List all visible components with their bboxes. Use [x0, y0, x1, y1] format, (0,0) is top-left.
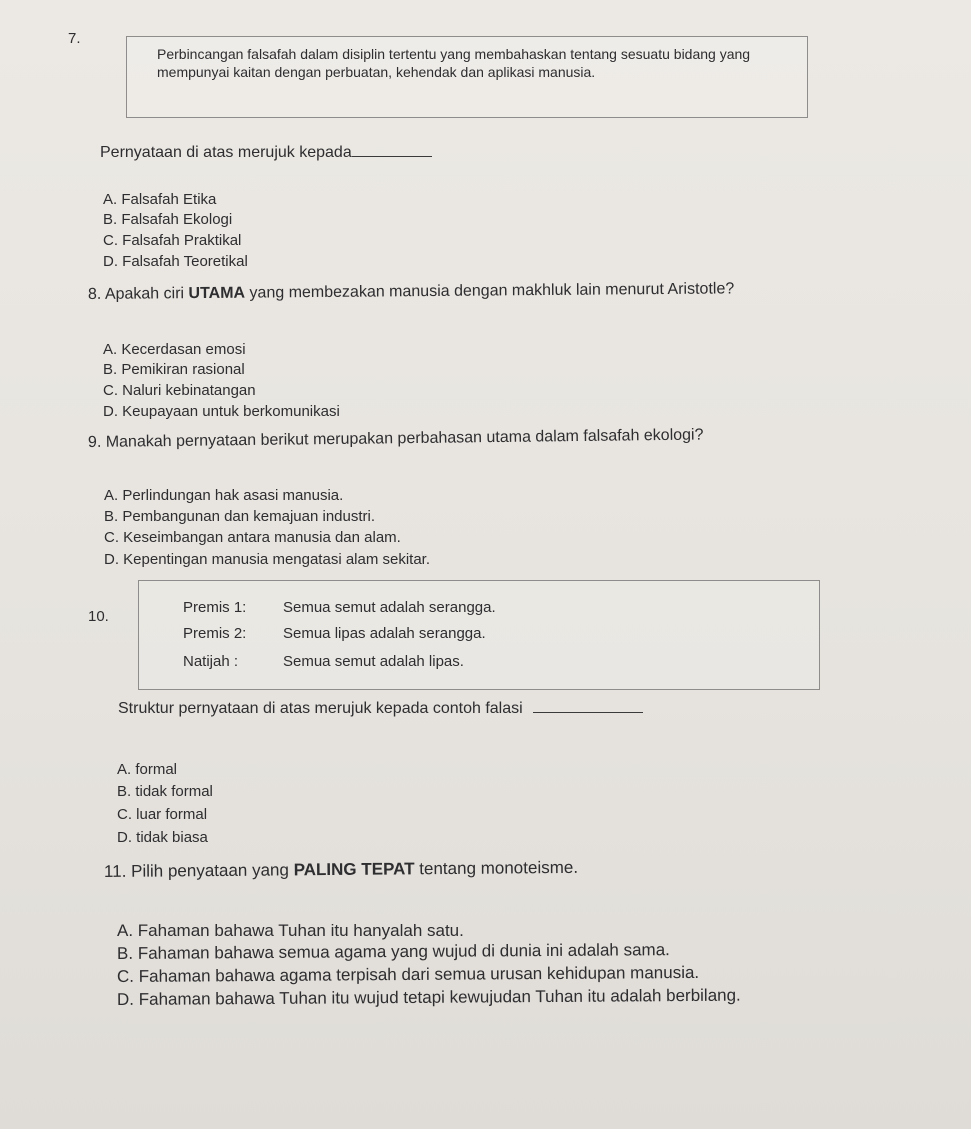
q8-option-b[interactable]: B. Pemikiran rasional	[103, 361, 245, 378]
q10-option-c[interactable]: C. luar formal	[117, 806, 208, 823]
q9-option-a[interactable]: A. Perlindungan hak asasi manusia.	[104, 487, 344, 504]
q9-stem: 9. Manakah pernyataan berikut merupakan perbahasan utama dalam falsafah ekologi?	[87, 426, 704, 451]
q11-option-d[interactable]: D. Fahaman bahawa Tuhan itu wujud tetapi kewujudan Tuhan itu adalah berbilang.	[116, 985, 741, 1009]
q10-number: 10.	[88, 608, 109, 625]
q10-option-d[interactable]: D. tidak biasa	[117, 829, 208, 846]
q7-option-d[interactable]: D. Falsafah Teoretikal	[103, 253, 248, 270]
q7-passage-box	[126, 36, 808, 118]
q10-conclusion-label: Natijah :	[183, 653, 239, 670]
q8-option-d[interactable]: D. Keupayaan untuk berkomunikasi	[103, 403, 340, 420]
q10-argument-box	[138, 580, 820, 690]
q10-premise-2-label: Premis 2:	[183, 625, 247, 642]
q8-stem-emphasis: UTAMA	[188, 284, 246, 303]
q10-premise-1	[183, 599, 496, 616]
q7-answer-blank	[352, 156, 432, 157]
q10-premise-1-text: Semua semut adalah serangga.	[283, 599, 496, 616]
q11-option-c[interactable]: C. Fahaman bahawa agama terpisah dari semua urusan kehidupan manusia.	[116, 962, 700, 986]
q11-stem-post: tentang monoteisme.	[414, 857, 579, 879]
q11-option-a[interactable]: A. Fahaman bahawa Tuhan itu hanyalah satu.	[117, 921, 464, 940]
q9-option-c[interactable]: C. Keseimbangan antara manusia dan alam.	[104, 529, 401, 546]
q11-stem	[104, 858, 578, 882]
q8-option-c[interactable]: C. Naluri kebinatangan	[103, 382, 256, 399]
q10-option-a[interactable]: A. formal	[117, 761, 178, 778]
q10-answer-blank	[533, 712, 643, 713]
q10-stem	[118, 700, 643, 718]
q7-option-c[interactable]: C. Falsafah Praktikal	[103, 232, 242, 249]
q11-stem-emphasis: PALING TEPAT	[293, 859, 415, 880]
q10-conclusion-text: Semua semut adalah lipas.	[283, 653, 464, 670]
q10-option-b[interactable]: B. tidak formal	[117, 783, 213, 800]
q10-premise-2	[183, 625, 486, 642]
q8-option-a[interactable]: A. Kecerdasan emosi	[103, 341, 246, 358]
q11-option-b[interactable]: B. Fahaman bahawa semua agama yang wujud di dunia ini adalah sama.	[116, 940, 670, 963]
q7-stem-text: Pernyataan di atas merujuk kepada	[100, 144, 352, 161]
q10-conclusion	[183, 653, 464, 670]
q10-premise-1-label: Premis 1:	[183, 599, 247, 616]
q10-stem-text: Struktur pernyataan di atas merujuk kepada contoh falasi	[118, 700, 523, 717]
q7-stem	[100, 144, 432, 162]
q8-stem	[88, 280, 734, 304]
q9-option-d[interactable]: D. Kepentingan manusia mengatasi alam sekitar.	[104, 551, 431, 568]
q11-stem-pre: 11. Pilih penyataan yang	[103, 860, 294, 881]
q8-stem-pre: 8. Apakah ciri	[87, 285, 189, 303]
q7-option-a[interactable]: A. Falsafah Etika	[103, 191, 217, 208]
q7-number: 7.	[68, 30, 81, 47]
q7-passage: Perbincangan falsafah dalam disiplin tertentu yang membahaskan tentang sesuatu bidang yang mempunyai kaitan dengan perbuatan, kehendak dan aplikasi manusia.	[157, 46, 751, 80]
q7-option-b[interactable]: B. Falsafah Ekologi	[103, 211, 233, 228]
q9-option-b[interactable]: B. Pembangunan dan kemajuan industri.	[104, 508, 376, 525]
q10-premise-2-text: Semua lipas adalah serangga.	[283, 625, 486, 642]
q8-stem-post: yang membezakan manusia dengan makhluk lain menurut Aristotle?	[244, 280, 735, 302]
